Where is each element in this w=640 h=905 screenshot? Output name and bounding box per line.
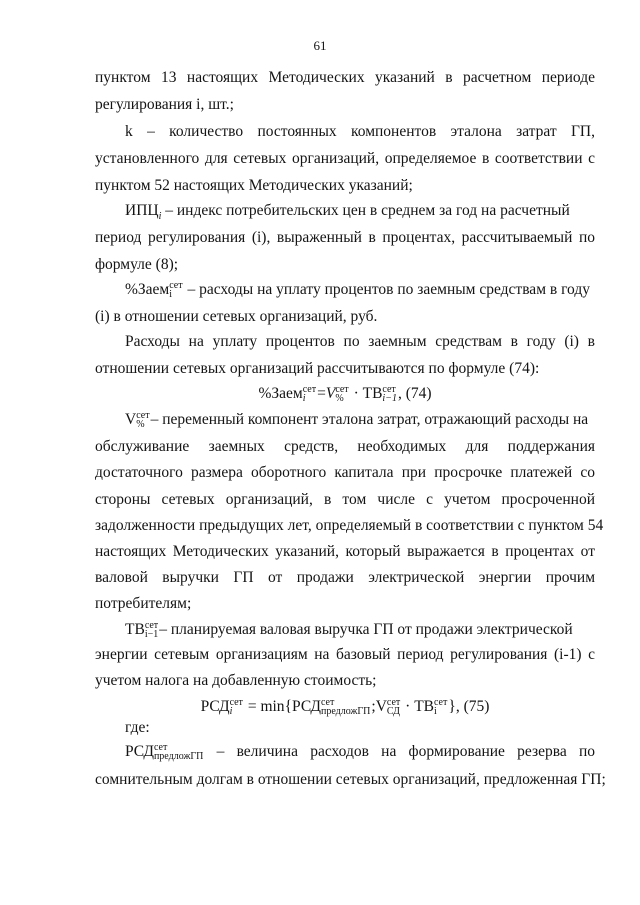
text-line: достаточного размера оборотного капитала при просрочке платежей со xyxy=(95,464,595,481)
text-line: установленного для сетевых организаций, определяемое в соответствии с xyxy=(95,150,595,167)
formula-75: РСД сет i = min{РСД сет предложГП ;V сет СД · ТВ сет i }, (75) xyxy=(200,697,490,718)
text-line: учетом налога на добавленную стоимость; xyxy=(95,672,377,689)
text-line: энергии сетевым организациям на базовый период регулирования (i-1) с xyxy=(95,646,595,663)
text-line: отношении сетевых организаций рассчитываются по формуле (74): xyxy=(95,360,540,377)
text-line: сомнительным долгам в отношении сетевых организаций, предложенная ГП; xyxy=(95,771,606,788)
definition-line-v: V сет % – переменный компонент эталона затрат, отражающий расходы на xyxy=(125,410,589,431)
text-line: Расходы на уплату процентов по заемным средствам в году (i) в xyxy=(125,333,595,350)
text-line: валовой выручки ГП от продажи электрической энергии прочим xyxy=(95,569,595,586)
text-line: обслуживание заемных средств, необходимых для поддержания xyxy=(95,438,595,455)
definition-line-rsd: РСД сет предложГП – величина расходов на формирование резерва по xyxy=(125,742,595,763)
text-line: регулирования i, шт.; xyxy=(95,96,234,113)
text-line: где: xyxy=(125,719,150,736)
symbol-ipc: ИПЦ xyxy=(125,202,159,219)
definition-line-ipc: $ИПЦ_i$ – индекс потребительских цен в среднем за год на расчетный xyxy=(125,202,570,223)
text-line: потребителям; xyxy=(95,595,192,612)
text-line: k – количество постоянных компонентов эталона затрат ГП, xyxy=(125,123,595,140)
text-line: (i) в отношении сетевых организаций, руб. xyxy=(95,308,378,325)
formula-74: %Заем сет i =V сет % · ТВ сет i−1 , (74) xyxy=(258,384,432,405)
page-number: 61 xyxy=(313,38,327,53)
text-line: пунктом 13 настоящих Методических указаний в расчетном периоде xyxy=(95,69,595,86)
text-line: задолженности предыдущих лет, определяемый в соответствии с пунктом 54 xyxy=(95,517,604,534)
text-line: формуле (8); xyxy=(95,256,179,273)
definition-line-tb: ТВ сет i−1 – планируемая валовая выручка ГП от продажи электрической xyxy=(125,620,573,641)
text-line: период регулирования (i), выраженный в процентах, рассчитываемый по xyxy=(95,229,595,246)
text-line: настоящих Методических указаний, который выражается в процентах от xyxy=(95,543,595,560)
definition-line-zaem: %Заем сет i – расходы на уплату процентов по заемным средствам в году xyxy=(125,280,590,301)
text-line: стороны сетевых организаций, в том числе с учетом просроченной xyxy=(95,491,595,508)
text-line: пунктом 52 настоящих Методических указаний; xyxy=(95,177,413,194)
